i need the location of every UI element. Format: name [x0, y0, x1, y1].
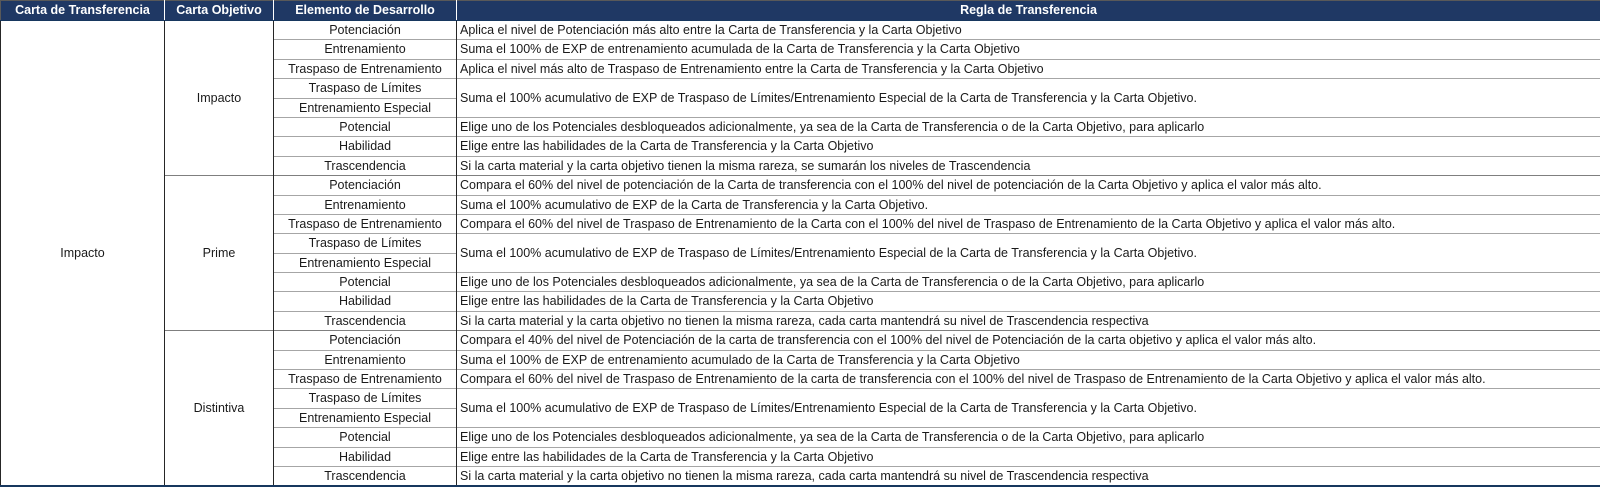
rule-cell: Compara el 60% del nivel de potenciación de la Carta de transferencia con el 100% del nivel de potenciación de la Carta Objetivo y aplica el valor más alto.	[457, 176, 1600, 195]
target-card-cell: Prime	[165, 176, 274, 331]
element-cell: Habilidad	[274, 447, 457, 466]
rule-cell: Compara el 40% del nivel de Potenciación de la carta de transferencia con el 100% del nivel de Potenciación de la carta objetivo y aplica el valor más alto.	[457, 331, 1600, 350]
element-cell: Traspaso de Límites	[274, 79, 457, 98]
header-target-card: Carta Objetivo	[165, 1, 274, 21]
element-cell: Potenciación	[274, 21, 457, 40]
rule-cell: Elige uno de los Potenciales desbloqueados adicionalmente, ya sea de la Carta de Transferencia o de la Carta Objetivo, para aplicarlo	[457, 273, 1600, 292]
element-cell: Traspaso de Límites	[274, 234, 457, 253]
header-transfer-rule: Regla de Transferencia	[457, 1, 1600, 21]
element-cell: Trascendencia	[274, 311, 457, 330]
table-row	[1, 176, 1600, 195]
transfer-card-cell: Impacto	[1, 21, 165, 487]
rule-cell: Compara el 60% del nivel de Traspaso de Entrenamiento de la carta de transferencia con el 100% del nivel de Traspaso de Entrenamiento de la Carta Objetivo y aplica el valor más alto.	[457, 370, 1600, 389]
table-body	[1, 21, 1600, 487]
element-cell: Entrenamiento Especial	[274, 408, 457, 427]
element-cell: Traspaso de Entrenamiento	[274, 370, 457, 389]
element-cell: Potencial	[274, 428, 457, 447]
rule-cell: Suma el 100% acumulativo de EXP de Traspaso de Límites/Entrenamiento Especial de la Carta de Transferencia y la Carta Objetivo.	[457, 234, 1600, 273]
table-row	[1, 21, 1600, 40]
element-cell: Entrenamiento	[274, 350, 457, 369]
element-cell: Trascendencia	[274, 466, 457, 486]
element-cell: Entrenamiento Especial	[274, 253, 457, 272]
rule-cell: Elige uno de los Potenciales desbloqueados adicionalmente, ya sea de la Carta de Transferencia o de la Carta Objetivo, para aplicarlo	[457, 428, 1600, 447]
target-card-cell: Distintiva	[165, 331, 274, 487]
element-cell: Potenciación	[274, 176, 457, 195]
rule-cell: Suma el 100% de EXP de entrenamiento acumulado de la Carta de Transferencia y la Carta Objetivo	[457, 350, 1600, 369]
table-header	[1, 1, 1600, 21]
element-cell: Entrenamiento	[274, 40, 457, 59]
header-transfer-card: Carta de Transferencia	[1, 1, 165, 21]
element-cell: Habilidad	[274, 292, 457, 311]
target-card-cell: Impacto	[165, 21, 274, 176]
rule-cell: Elige entre las habilidades de la Carta de Transferencia y la Carta Objetivo	[457, 137, 1600, 156]
rule-cell: Elige entre las habilidades de la Carta de Transferencia y la Carta Objetivo	[457, 447, 1600, 466]
rule-cell: Compara el 60% del nivel de Traspaso de Entrenamiento de la Carta con el 100% del nivel de Traspaso de Entrenamiento de la Carta Objetivo y aplica el valor más alto.	[457, 214, 1600, 233]
rule-cell: Si la carta material y la carta objetivo no tienen la misma rareza, cada carta mantendrá su nivel de Trascendencia respectiva	[457, 311, 1600, 330]
element-cell: Traspaso de Entrenamiento	[274, 214, 457, 233]
element-cell: Traspaso de Entrenamiento	[274, 59, 457, 78]
element-cell: Potencial	[274, 117, 457, 136]
rule-cell: Aplica el nivel más alto de Traspaso de Entrenamiento entre la Carta de Transferencia y la Carta Objetivo	[457, 59, 1600, 78]
element-cell: Potencial	[274, 273, 457, 292]
header-development-element: Elemento de Desarrollo	[274, 1, 457, 21]
element-cell: Entrenamiento Especial	[274, 98, 457, 117]
rule-cell: Aplica el nivel de Potenciación más alto entre la Carta de Transferencia y la Carta Objetivo	[457, 21, 1600, 40]
rule-cell: Suma el 100% acumulativo de EXP de Traspaso de Límites/Entrenamiento Especial de la Carta de Transferencia y la Carta Objetivo.	[457, 389, 1600, 428]
rule-cell: Si la carta material y la carta objetivo no tienen la misma rareza, cada carta mantendrá su nivel de Trascendencia respectiva	[457, 466, 1600, 486]
element-cell: Trascendencia	[274, 156, 457, 175]
rule-cell: Si la carta material y la carta objetivo tienen la misma rareza, se sumarán los niveles de Trascendencia	[457, 156, 1600, 175]
element-cell: Traspaso de Límites	[274, 389, 457, 408]
rule-cell: Suma el 100% de EXP de entrenamiento acumulada de la Carta de Transferencia y la Carta Objetivo	[457, 40, 1600, 59]
element-cell: Potenciación	[274, 331, 457, 350]
element-cell: Entrenamiento	[274, 195, 457, 214]
table-row	[1, 331, 1600, 350]
element-cell: Habilidad	[274, 137, 457, 156]
rule-cell: Elige uno de los Potenciales desbloqueados adicionalmente, ya sea de la Carta de Transferencia o de la Carta Objetivo, para aplicarlo	[457, 117, 1600, 136]
rule-cell: Elige entre las habilidades de la Carta de Transferencia y la Carta Objetivo	[457, 292, 1600, 311]
rule-cell: Suma el 100% acumulativo de EXP de la Carta de Transferencia y la Carta Objetivo.	[457, 195, 1600, 214]
rule-cell: Suma el 100% acumulativo de EXP de Traspaso de Límites/Entrenamiento Especial de la Carta de Transferencia y la Carta Objetivo.	[457, 79, 1600, 118]
